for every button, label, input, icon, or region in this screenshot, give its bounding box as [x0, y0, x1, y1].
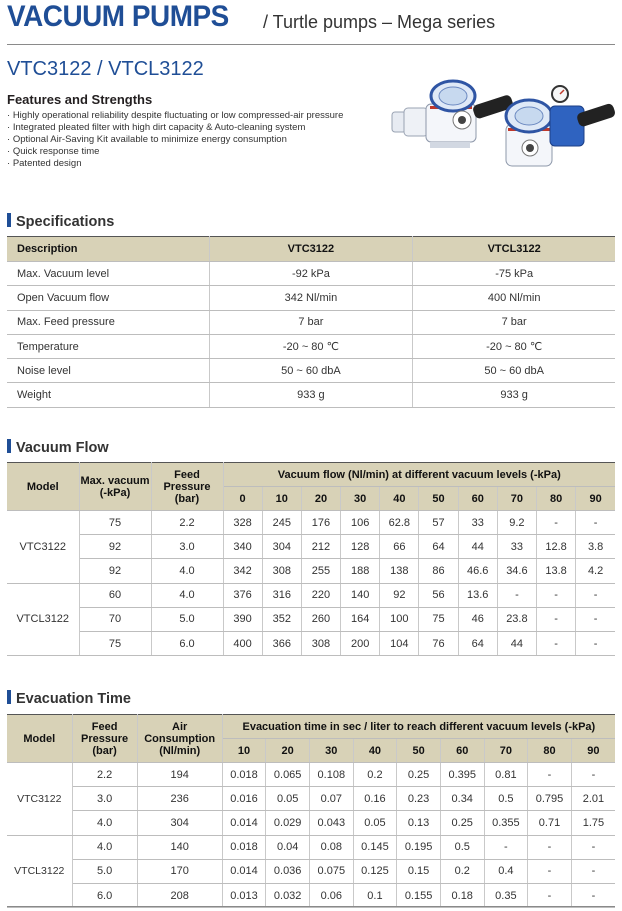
column-header: Model — [7, 715, 72, 763]
table-cell: - — [484, 835, 528, 859]
table-cell: 164 — [341, 607, 380, 631]
table-row — [7, 859, 615, 883]
model-cell: VTC3122 — [7, 511, 79, 584]
table-cell: - — [528, 835, 572, 859]
table-cell: 60 — [79, 583, 151, 607]
table-cell: -20 ~ 80 ℃ — [209, 334, 413, 358]
table-cell: 0.07 — [309, 787, 353, 811]
table-cell: 200 — [341, 631, 380, 655]
table-cell: 70 — [79, 607, 151, 631]
column-header: Vacuum flow (Nl/min) at different vacuum levels (-kPa) — [223, 463, 615, 487]
feature-item: · Highly operational reliability despite fluctuating or low compressed-air pressure — [7, 110, 343, 122]
column-header: 40 — [380, 487, 419, 511]
table-cell: - — [528, 859, 572, 883]
table-row — [7, 835, 615, 859]
section-marker-icon — [7, 439, 11, 453]
table-cell: 86 — [419, 559, 458, 583]
table-cell: 0.05 — [353, 811, 397, 835]
table-cell: 2.2 — [151, 511, 223, 535]
table-cell: 13.6 — [458, 583, 497, 607]
table-cell: - — [576, 511, 615, 535]
table-cell: 328 — [223, 511, 262, 535]
table-row — [7, 383, 615, 407]
column-header: 50 — [397, 739, 441, 763]
table-row — [7, 359, 615, 383]
table-cell: Noise level — [7, 359, 209, 383]
table-cell: 352 — [262, 607, 301, 631]
table-cell: -75 kPa — [413, 262, 615, 286]
table-cell: - — [571, 883, 615, 907]
table-cell: 0.395 — [440, 763, 484, 787]
section-marker-icon — [7, 213, 11, 227]
table-row — [7, 511, 615, 535]
table-cell: 170 — [137, 859, 222, 883]
table-cell: 104 — [380, 631, 419, 655]
table-cell: 128 — [341, 535, 380, 559]
table-header-row — [7, 715, 615, 739]
page-subtitle: / Turtle pumps – Mega series — [263, 12, 496, 32]
table-cell: 46 — [458, 607, 497, 631]
table-cell: 340 — [223, 535, 262, 559]
column-header: Description — [7, 237, 209, 262]
model-title: VTC3122 / VTCL3122 — [7, 58, 204, 80]
column-header: 10 — [262, 487, 301, 511]
table-row — [7, 559, 615, 583]
features-title: Features and Strengths — [7, 92, 153, 107]
table-cell: 0.2 — [440, 859, 484, 883]
table-cell: 76 — [419, 631, 458, 655]
table-cell: 0.1 — [353, 883, 397, 907]
specifications-table — [7, 236, 615, 408]
table-cell: 0.05 — [266, 787, 310, 811]
table-cell: 933 g — [413, 383, 615, 407]
table-cell: 0.18 — [440, 883, 484, 907]
table-cell: 33 — [497, 535, 536, 559]
table-cell: 260 — [301, 607, 340, 631]
table-cell: 0.5 — [440, 835, 484, 859]
table-cell: 33 — [458, 511, 497, 535]
table-cell: Open Vacuum flow — [7, 286, 209, 310]
column-header: 40 — [353, 739, 397, 763]
table-cell: 75 — [419, 607, 458, 631]
table-cell: 0.08 — [309, 835, 353, 859]
table-cell: 0.4 — [484, 859, 528, 883]
table-cell: 212 — [301, 535, 340, 559]
column-header: Air Consumption (Nl/min) — [137, 715, 222, 763]
table-row — [7, 811, 615, 835]
table-cell: 194 — [137, 763, 222, 787]
page-title: VACUUM PUMPS — [7, 0, 229, 33]
table-cell: 4.0 — [72, 811, 137, 835]
table-header-row — [7, 237, 615, 262]
feature-item: · Patented design — [7, 158, 343, 170]
table-row — [7, 883, 615, 907]
table-cell: 255 — [301, 559, 340, 583]
column-header: Max. vacuum (-kPa) — [79, 463, 151, 511]
table-cell: 0.075 — [309, 859, 353, 883]
column-header: 70 — [484, 739, 528, 763]
table-cell: 23.8 — [497, 607, 536, 631]
table-cell: 0.795 — [528, 787, 572, 811]
column-header: 80 — [537, 487, 576, 511]
vacuum-flow-heading: Vacuum Flow — [7, 439, 109, 456]
table-cell: - — [537, 511, 576, 535]
column-header: 90 — [571, 739, 615, 763]
column-header: 0 — [223, 487, 262, 511]
model-cell: VTC3122 — [7, 763, 72, 836]
table-cell: 46.6 — [458, 559, 497, 583]
table-cell: 50 ~ 60 dbA — [413, 359, 615, 383]
table-row — [7, 535, 615, 559]
table-cell: 0.014 — [222, 859, 266, 883]
evacuation-time-table — [7, 714, 615, 908]
table-row — [7, 286, 615, 310]
table-cell: 0.13 — [397, 811, 441, 835]
model-cell: VTCL3122 — [7, 583, 79, 656]
table-cell: 57 — [419, 511, 458, 535]
table-row — [7, 334, 615, 358]
table-cell: 400 Nl/min — [413, 286, 615, 310]
table-cell: 64 — [458, 631, 497, 655]
table-cell: 376 — [223, 583, 262, 607]
column-header: 70 — [497, 487, 536, 511]
column-header: 60 — [440, 739, 484, 763]
table-row — [7, 787, 615, 811]
table-cell: 0.81 — [484, 763, 528, 787]
table-cell: 0.155 — [397, 883, 441, 907]
column-header: 80 — [528, 739, 572, 763]
table-cell: 92 — [79, 559, 151, 583]
table-cell: Temperature — [7, 334, 209, 358]
table-cell: 0.23 — [397, 787, 441, 811]
table-cell: 390 — [223, 607, 262, 631]
column-header: 30 — [341, 487, 380, 511]
table-row — [7, 631, 615, 655]
table-row — [7, 607, 615, 631]
table-cell: 4.0 — [72, 835, 137, 859]
table-cell: 0.125 — [353, 859, 397, 883]
table-cell: 75 — [79, 511, 151, 535]
table-row — [7, 262, 615, 286]
table-cell: 0.036 — [266, 859, 310, 883]
table-cell: 0.016 — [222, 787, 266, 811]
table-cell: 308 — [262, 559, 301, 583]
table-cell: 4.0 — [151, 583, 223, 607]
model-cell: VTCL3122 — [7, 835, 72, 908]
table-cell: 220 — [301, 583, 340, 607]
table-cell: 100 — [380, 607, 419, 631]
table-cell: 4.2 — [576, 559, 615, 583]
product-image — [390, 76, 618, 176]
table-cell: 66 — [380, 535, 419, 559]
table-cell: 0.018 — [222, 835, 266, 859]
table-cell: 400 — [223, 631, 262, 655]
table-cell: 3.0 — [151, 535, 223, 559]
table-cell: 1.75 — [571, 811, 615, 835]
table-cell: 56 — [419, 583, 458, 607]
table-cell: 316 — [262, 583, 301, 607]
table-cell: 0.04 — [266, 835, 310, 859]
table-cell: 138 — [380, 559, 419, 583]
feature-item: · Optional Air-Saving Kit available to minimize energy consumption — [7, 134, 343, 146]
table-cell: -20 ~ 80 ℃ — [413, 334, 615, 358]
table-cell: 0.15 — [397, 859, 441, 883]
table-cell: 64 — [419, 535, 458, 559]
table-cell: - — [576, 631, 615, 655]
column-header: 60 — [458, 487, 497, 511]
table-cell: 236 — [137, 787, 222, 811]
table-cell: - — [571, 859, 615, 883]
table-cell: Max. Vacuum level — [7, 262, 209, 286]
column-header: 20 — [266, 739, 310, 763]
table-row — [7, 763, 615, 787]
table-cell: 140 — [137, 835, 222, 859]
specifications-heading: Specifications — [7, 213, 114, 230]
table-cell: 0.013 — [222, 883, 266, 907]
table-cell: 188 — [341, 559, 380, 583]
table-cell: 245 — [262, 511, 301, 535]
table-cell: 75 — [79, 631, 151, 655]
table-cell: 0.108 — [309, 763, 353, 787]
column-header: 50 — [419, 487, 458, 511]
table-cell: 106 — [341, 511, 380, 535]
table-cell: 4.0 — [151, 559, 223, 583]
table-cell: 6.0 — [151, 631, 223, 655]
header-divider — [7, 44, 615, 45]
features-list — [7, 110, 343, 170]
table-cell: 0.25 — [440, 811, 484, 835]
table-cell: 0.065 — [266, 763, 310, 787]
table-cell: 0.195 — [397, 835, 441, 859]
column-header: 90 — [576, 487, 615, 511]
table-cell: 0.71 — [528, 811, 572, 835]
table-cell: 7 bar — [209, 310, 413, 334]
column-header: 10 — [222, 739, 266, 763]
table-cell: 2.2 — [72, 763, 137, 787]
table-cell: 44 — [497, 631, 536, 655]
column-header: Evacuation time in sec / liter to reach different vacuum levels (-kPa) — [222, 715, 615, 739]
pump-vtcl3122-illustration — [506, 86, 616, 166]
table-cell: 304 — [137, 811, 222, 835]
table-cell: 6.0 — [72, 883, 137, 907]
table-cell: 0.043 — [309, 811, 353, 835]
table-cell: 0.018 — [222, 763, 266, 787]
table-cell: 0.35 — [484, 883, 528, 907]
table-cell: Weight — [7, 383, 209, 407]
table-cell: - — [497, 583, 536, 607]
footer-divider — [7, 906, 615, 907]
column-header: 20 — [301, 487, 340, 511]
feature-item: · Integrated pleated filter with high dirt capacity & Auto-cleaning system — [7, 122, 343, 134]
table-cell: - — [537, 631, 576, 655]
table-cell: 0.5 — [484, 787, 528, 811]
table-cell: - — [537, 583, 576, 607]
table-cell: 50 ~ 60 dbA — [209, 359, 413, 383]
table-cell: 0.25 — [397, 763, 441, 787]
feature-item: · Quick response time — [7, 146, 343, 158]
table-cell: 7 bar — [413, 310, 615, 334]
table-cell: 3.0 — [72, 787, 137, 811]
table-cell: 92 — [79, 535, 151, 559]
column-header: 30 — [309, 739, 353, 763]
table-cell: 12.8 — [537, 535, 576, 559]
table-cell: 0.032 — [266, 883, 310, 907]
table-cell: 5.0 — [151, 607, 223, 631]
table-cell: 308 — [301, 631, 340, 655]
evacuation-time-heading: Evacuation Time — [7, 690, 131, 707]
table-cell: - — [571, 763, 615, 787]
column-header: VTC3122 — [209, 237, 413, 262]
vacuum-flow-table — [7, 462, 615, 656]
table-cell: 0.014 — [222, 811, 266, 835]
table-row — [7, 583, 615, 607]
table-cell: - — [537, 607, 576, 631]
column-header: Feed Pressure (bar) — [151, 463, 223, 511]
table-cell: 44 — [458, 535, 497, 559]
table-cell: 13.8 — [537, 559, 576, 583]
table-cell: 5.0 — [72, 859, 137, 883]
table-cell: - — [528, 763, 572, 787]
table-cell: 0.2 — [353, 763, 397, 787]
table-cell: - — [576, 607, 615, 631]
table-cell: Max. Feed pressure — [7, 310, 209, 334]
pump-vtc3122-illustration — [392, 81, 514, 148]
table-row — [7, 310, 615, 334]
table-cell: 62.8 — [380, 511, 419, 535]
table-cell: 342 — [223, 559, 262, 583]
column-header: Model — [7, 463, 79, 511]
table-cell: 34.6 — [497, 559, 536, 583]
table-cell: 9.2 — [497, 511, 536, 535]
table-cell: 304 — [262, 535, 301, 559]
table-cell: 3.8 — [576, 535, 615, 559]
table-cell: - — [571, 835, 615, 859]
table-cell: - — [528, 883, 572, 907]
table-cell: 0.029 — [266, 811, 310, 835]
column-header: VTCL3122 — [413, 237, 615, 262]
table-cell: 176 — [301, 511, 340, 535]
table-cell: 0.355 — [484, 811, 528, 835]
table-cell: 0.06 — [309, 883, 353, 907]
table-cell: 342 Nl/min — [209, 286, 413, 310]
table-cell: 140 — [341, 583, 380, 607]
section-marker-icon — [7, 690, 11, 704]
table-cell: 933 g — [209, 383, 413, 407]
table-cell: 0.34 — [440, 787, 484, 811]
table-cell: 0.16 — [353, 787, 397, 811]
column-header: Feed Pressure (bar) — [72, 715, 137, 763]
table-cell: 208 — [137, 883, 222, 907]
table-cell: 0.145 — [353, 835, 397, 859]
table-cell: - — [576, 583, 615, 607]
table-cell: 366 — [262, 631, 301, 655]
table-cell: 92 — [380, 583, 419, 607]
table-cell: -92 kPa — [209, 262, 413, 286]
table-cell: 2.01 — [571, 787, 615, 811]
table-header-row — [7, 463, 615, 487]
page-header — [7, 0, 615, 45]
